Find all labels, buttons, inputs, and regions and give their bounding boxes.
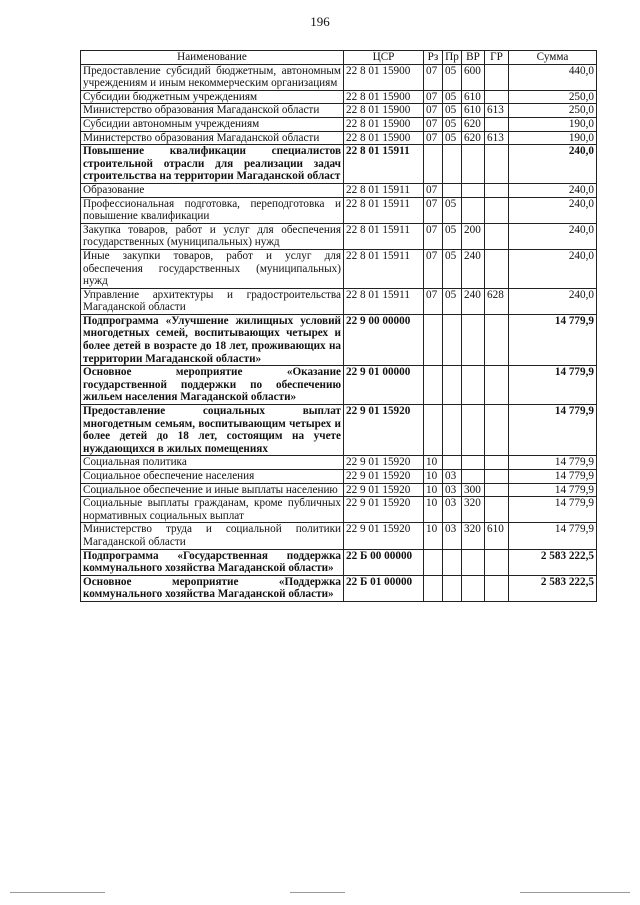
cell-pr [443, 314, 462, 365]
cell-vr: 610 [462, 104, 485, 118]
cell-rz [424, 366, 443, 405]
table-row [81, 90, 597, 104]
cell-vr [462, 470, 485, 484]
table-row [81, 197, 597, 223]
cell-rz: 07 [424, 131, 443, 145]
cell-pr: 05 [443, 197, 462, 223]
cell-sum: 240,0 [509, 249, 597, 288]
cell-csr: 22 9 01 00000 [344, 366, 424, 405]
cell-rz: 10 [424, 483, 443, 497]
cell-gr [485, 90, 509, 104]
cell-pr: 03 [443, 483, 462, 497]
cell-pr: 03 [443, 497, 462, 523]
cell-csr: 22 8 01 15911 [344, 183, 424, 197]
table-row [81, 117, 597, 131]
cell-vr [462, 197, 485, 223]
cell-gr: 613 [485, 131, 509, 145]
cell-vr: 300 [462, 483, 485, 497]
cell-sum: 190,0 [509, 131, 597, 145]
table-row [81, 483, 597, 497]
cell-pr [443, 405, 462, 456]
cell-rz: 07 [424, 223, 443, 249]
cell-name: Образование [81, 183, 344, 197]
cell-name: Иные закупки товаров, работ и услуг для обеспечения государственных (муниципальных) нужд [81, 249, 344, 288]
cell-name: Социальное обеспечение населения [81, 470, 344, 484]
cell-pr: 05 [443, 249, 462, 288]
cell-vr [462, 183, 485, 197]
cell-sum: 14 779,9 [509, 470, 597, 484]
cell-pr: 05 [443, 104, 462, 118]
cell-vr: 240 [462, 288, 485, 314]
cell-pr: 05 [443, 223, 462, 249]
cell-sum: 14 779,9 [509, 314, 597, 365]
cell-rz [424, 145, 443, 184]
cell-vr [462, 366, 485, 405]
cell-vr: 320 [462, 497, 485, 523]
table-header-row [81, 51, 597, 65]
cell-gr [485, 223, 509, 249]
cell-rz: 07 [424, 183, 443, 197]
cell-rz: 07 [424, 90, 443, 104]
cell-sum: 240,0 [509, 223, 597, 249]
cell-csr: 22 9 01 15920 [344, 456, 424, 470]
table-row [81, 549, 597, 575]
cell-rz: 07 [424, 197, 443, 223]
cell-rz [424, 549, 443, 575]
table-row [81, 405, 597, 456]
cell-sum: 250,0 [509, 90, 597, 104]
cell-vr [462, 145, 485, 184]
cell-name: Предоставление социальных выплат многодетным семьям, воспитывающим четырех и более детей до 18 лет, состоящим на учете нуждающихся в жилых помещениях [81, 405, 344, 456]
cell-name: Подпрограмма «Улучшение жилищных условий многодетных семей, воспитывающих четырех и более детей в возрасте до 18 лет, проживающих на территории Магаданской области» [81, 314, 344, 365]
cell-rz: 07 [424, 288, 443, 314]
cell-gr [485, 483, 509, 497]
cell-vr [462, 405, 485, 456]
cell-name: Социальные выплаты гражданам, кроме публичных нормативных социальных выплат [81, 497, 344, 523]
cell-csr: 22 9 01 15920 [344, 405, 424, 456]
cell-rz [424, 405, 443, 456]
cell-gr [485, 549, 509, 575]
table-row [81, 456, 597, 470]
cell-csr: 22 9 01 15920 [344, 523, 424, 549]
cell-rz: 10 [424, 470, 443, 484]
cell-sum: 240,0 [509, 197, 597, 223]
cell-name: Министерство труда и социальной политики Магаданской области [81, 523, 344, 549]
cell-csr: 22 8 01 15911 [344, 223, 424, 249]
cell-gr: 610 [485, 523, 509, 549]
cell-pr: 05 [443, 131, 462, 145]
table-row [81, 314, 597, 365]
footer-rule [290, 892, 345, 893]
header-name: Наименование [81, 51, 344, 65]
cell-gr [485, 117, 509, 131]
cell-gr: 628 [485, 288, 509, 314]
cell-rz: 10 [424, 523, 443, 549]
cell-name: Основное мероприятие «Поддержка коммунального хозяйства Магаданской области» [81, 575, 344, 601]
cell-rz: 07 [424, 64, 443, 90]
cell-sum: 240,0 [509, 145, 597, 184]
cell-rz: 07 [424, 249, 443, 288]
cell-sum: 14 779,9 [509, 456, 597, 470]
cell-sum: 14 779,9 [509, 523, 597, 549]
cell-sum: 14 779,9 [509, 483, 597, 497]
cell-gr [485, 145, 509, 184]
cell-gr [485, 405, 509, 456]
cell-gr [485, 249, 509, 288]
cell-vr: 610 [462, 90, 485, 104]
cell-vr [462, 549, 485, 575]
cell-gr [485, 183, 509, 197]
table-row [81, 366, 597, 405]
cell-gr [485, 575, 509, 601]
cell-sum: 14 779,9 [509, 366, 597, 405]
header-pr: Пр [443, 51, 462, 65]
cell-vr: 600 [462, 64, 485, 90]
cell-gr [485, 497, 509, 523]
cell-pr: 05 [443, 288, 462, 314]
cell-sum: 440,0 [509, 64, 597, 90]
cell-csr: 22 8 01 15911 [344, 249, 424, 288]
cell-gr: 613 [485, 104, 509, 118]
table-body [81, 64, 597, 601]
cell-name: Министерство образования Магаданской области [81, 131, 344, 145]
cell-pr [443, 366, 462, 405]
header-sum: Сумма [509, 51, 597, 65]
cell-pr [443, 183, 462, 197]
cell-csr: 22 8 01 15900 [344, 104, 424, 118]
cell-csr: 22 Б 01 00000 [344, 575, 424, 601]
cell-pr [443, 145, 462, 184]
table-row [81, 575, 597, 601]
cell-name: Министерство образования Магаданской области [81, 104, 344, 118]
cell-sum: 14 779,9 [509, 497, 597, 523]
cell-pr: 03 [443, 470, 462, 484]
cell-gr [485, 64, 509, 90]
cell-sum: 2 583 222,5 [509, 575, 597, 601]
cell-gr [485, 366, 509, 405]
table-row [81, 523, 597, 549]
cell-gr [485, 314, 509, 365]
cell-rz: 10 [424, 497, 443, 523]
cell-csr: 22 8 01 15911 [344, 288, 424, 314]
cell-vr: 320 [462, 523, 485, 549]
table-row [81, 145, 597, 184]
table-row [81, 183, 597, 197]
cell-name: Предоставление субсидий бюджетным, автономным учреждениям и иным некоммерческим организациям [81, 64, 344, 90]
cell-vr: 620 [462, 131, 485, 145]
cell-name: Субсидии автономным учреждениям [81, 117, 344, 131]
table-row [81, 249, 597, 288]
cell-pr [443, 549, 462, 575]
cell-gr [485, 197, 509, 223]
cell-pr: 03 [443, 523, 462, 549]
cell-gr [485, 470, 509, 484]
cell-csr: 22 9 01 15920 [344, 497, 424, 523]
header-rz: Рз [424, 51, 443, 65]
table-row [81, 470, 597, 484]
cell-csr: 22 8 01 15900 [344, 117, 424, 131]
cell-name: Основное мероприятие «Оказание государственной поддержки по обеспечению жильем населения Магаданской области» [81, 366, 344, 405]
cell-csr: 22 9 00 00000 [344, 314, 424, 365]
cell-name: Профессиональная подготовка, переподготовка и повышение квалификации [81, 197, 344, 223]
table-row [81, 64, 597, 90]
cell-pr [443, 575, 462, 601]
cell-vr: 620 [462, 117, 485, 131]
cell-vr: 200 [462, 223, 485, 249]
cell-vr: 240 [462, 249, 485, 288]
header-csr: ЦСР [344, 51, 424, 65]
cell-sum: 240,0 [509, 183, 597, 197]
cell-csr: 22 Б 00 00000 [344, 549, 424, 575]
cell-rz [424, 575, 443, 601]
budget-table [80, 50, 597, 602]
cell-gr [485, 456, 509, 470]
footer-rule [520, 892, 630, 893]
table-row [81, 104, 597, 118]
cell-name: Управление архитектуры и градостроительства Магаданской области [81, 288, 344, 314]
cell-csr: 22 8 01 15911 [344, 145, 424, 184]
cell-name: Закупка товаров, работ и услуг для обеспечения государственных (муниципальных) нужд [81, 223, 344, 249]
cell-rz: 07 [424, 117, 443, 131]
cell-csr: 22 9 01 15920 [344, 483, 424, 497]
table-row [81, 223, 597, 249]
cell-sum: 250,0 [509, 104, 597, 118]
cell-name: Повышение квалификации специалистов строительной отрасли для реализации задач строительства на территории Магаданской област [81, 145, 344, 184]
table-row [81, 288, 597, 314]
cell-csr: 22 8 01 15900 [344, 131, 424, 145]
cell-csr: 22 8 01 15911 [344, 197, 424, 223]
cell-csr: 22 9 01 15920 [344, 470, 424, 484]
cell-vr [462, 314, 485, 365]
page-number: 196 [310, 14, 330, 29]
cell-sum: 190,0 [509, 117, 597, 131]
cell-pr: 05 [443, 117, 462, 131]
cell-sum: 2 583 222,5 [509, 549, 597, 575]
footer-rule [10, 892, 105, 893]
cell-sum: 240,0 [509, 288, 597, 314]
table-row [81, 497, 597, 523]
cell-sum: 14 779,9 [509, 405, 597, 456]
cell-name: Подпрограмма «Государственная поддержка коммунального хозяйства Магаданской области» [81, 549, 344, 575]
cell-pr: 05 [443, 90, 462, 104]
cell-rz [424, 314, 443, 365]
cell-name: Социальная политика [81, 456, 344, 470]
cell-csr: 22 8 01 15900 [344, 90, 424, 104]
cell-csr: 22 8 01 15900 [344, 64, 424, 90]
cell-rz: 07 [424, 104, 443, 118]
cell-name: Субсидии бюджетным учреждениям [81, 90, 344, 104]
header-gr: ГР [485, 51, 509, 65]
header-vr: ВР [462, 51, 485, 65]
cell-pr: 05 [443, 64, 462, 90]
cell-vr [462, 456, 485, 470]
table-row [81, 131, 597, 145]
cell-vr [462, 575, 485, 601]
cell-name: Социальное обеспечение и иные выплаты населению [81, 483, 344, 497]
cell-rz: 10 [424, 456, 443, 470]
page-footer-rules [0, 892, 640, 894]
cell-pr [443, 456, 462, 470]
